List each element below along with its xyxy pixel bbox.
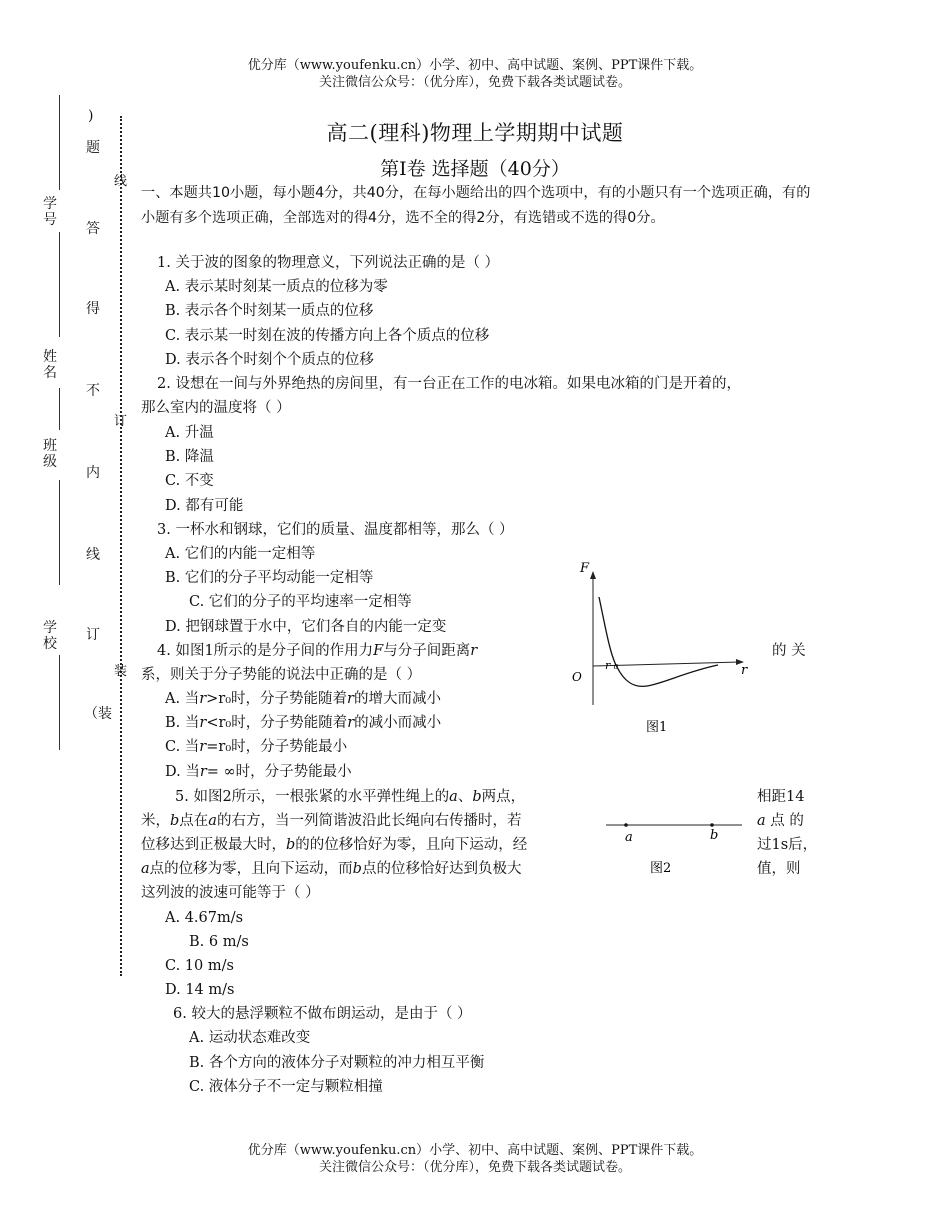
binding-char: 答 [86,221,100,237]
binding-char: （装 [84,706,112,722]
section-title: 第Ⅰ卷 选择题（40分） [380,158,570,180]
label-school: 学校 [43,620,57,652]
binding-line [59,388,60,430]
binding-line [59,232,60,337]
q4-stem-line-2: 系，则关于分子势能的说法中正确的是（ ） [141,667,422,683]
rope-diagram [600,808,750,880]
q5-line-3: 位移达到正极最大时，b的的位移恰好为零，且向下运动，经 [141,837,528,853]
q3-stem: 3. 一杯水和钢球，它们的质量、温度都相等，那么（ ） [157,522,514,538]
q3-option-b: B. 它们的分子平均动能一定相等 [165,570,374,586]
q5-line-2-right: a 点 的 [757,813,804,829]
binding-char: 得 [86,301,100,317]
footer-line-2: 关注微信公众号：（优分库），免费下载各类试题试卷。 [318,1160,631,1175]
binding-char: ) [88,108,94,124]
q5-line-5: 这列波的波速可能等于（ ） [141,885,320,901]
q2-option-c: C. 不变 [165,473,214,489]
point-a [624,823,628,827]
q3-option-d: D. 把钢球置于水中，它们各自的内能一定变 [165,619,447,635]
q1-option-b: B. 表示各个时刻某一质点的位移 [165,303,374,319]
binding-line [59,655,60,750]
header-line-2: 关注微信公众号：（优分库），免费下载各类试题试卷。 [318,75,631,90]
q2-option-a: A. 升温 [165,425,214,441]
label-name: 姓名 [43,349,57,381]
label-class: 班级 [43,438,57,470]
page-footer [0,1142,950,1176]
label-F: F [580,561,590,576]
label-r0: r ₀ [605,659,619,672]
q1-option-c: C. 表示某一时刻在波的传播方向上各个质点的位移 [165,328,490,344]
force-distance-graph [560,555,760,740]
q3-option-c: C. 它们的分子的平均速率一定相等 [189,594,412,610]
binding-char: 内 [86,465,100,481]
header-line-1: 优分库（www.youfenku.cn）小学、初中、高中试题、案例、PPT课件下载。 [247,58,703,73]
q4-option-d: D. 当r= ∞时，分子势能最小 [165,764,352,780]
q6-option-a: A. 运动状态难改变 [189,1030,311,1046]
label-r: r [741,663,748,678]
q5-line-2: 米，b点在a的右方，当一列简谐波沿此长绳向右传播时，若 [141,813,522,829]
q4-option-a: A. 当r>r₀时，分子势能随着r的增大而减小 [165,691,441,707]
force-curve [599,597,718,686]
binding-line [59,480,60,585]
instructions: 一、本题共10小题，每小题4分，共40分，在每小题给出的四个选项中，有的小题只有一个选项正确，有的小题有多个选项正确，全部选对的得4分，选不全的得2分，有选错或不选的得0分。 [141,185,811,226]
q2-option-b: B. 降温 [165,449,214,465]
q5-line-4: a点的位移为零，且向下运动，而b点的位移恰好达到负极大 [141,861,522,877]
q5-option-a: A. 4.67m/s [165,910,244,926]
q6-stem: 6. 较大的悬浮颗粒不做布朗运动，是由于（ ） [173,1006,472,1022]
q5-option-d: D. 14 m/s [165,982,235,998]
figure-1 [560,555,760,740]
label-student-id: 学号 [43,196,57,228]
binding-char: 题 [86,140,100,156]
y-axis-arrow [590,571,596,579]
q1-option-d: D. 表示各个时刻个个质点的位移 [165,352,374,368]
q5-line-1-right: 相距14 [757,789,805,805]
q4-option-b: B. 当r<r₀时，分子势能随着r的减小而减小 [165,715,442,731]
label-a: a [625,830,633,845]
q6-option-c: C. 液体分子不一定与颗粒相撞 [189,1079,383,1095]
figure-1-caption: 图1 [646,720,668,735]
figure-2 [600,808,750,880]
page-title: 高二(理科)物理上学期期中试题 [326,121,624,145]
binding-line-char: 订 [114,414,128,429]
q5-line-4-right: 值，则 [757,861,801,877]
q5-option-b: B. 6 m/s [189,934,249,950]
binding-char: 不 [86,383,100,399]
point-b [710,823,714,827]
q5-line-1: 5. 如图2所示，一根张紧的水平弹性绳上的a、b两点， [175,789,526,805]
binding-char: 订 [86,627,100,643]
q4-option-c: C. 当r=r₀时，分子势能最小 [165,739,348,755]
q4-stem-line-1: 4. 如图1所示的是分子间的作用力F与分子间距离r [157,643,478,659]
q5-line-3-right: 过1s后， [757,837,818,853]
q3-option-a: A. 它们的内能一定相等 [165,546,316,562]
footer-line-1: 优分库（www.youfenku.cn）小学、初中、高中试题、案例、PPT课件下载。 [247,1143,703,1158]
label-b: b [710,828,719,843]
binding-dotted-line [120,116,122,976]
figure-2-caption: 图2 [650,861,672,876]
page-header [0,57,950,91]
q2-stem-line-2: 那么室内的温度将（ ） [141,400,291,416]
label-origin: O [572,670,582,684]
q4-stem-line-1-end: 的 关 [772,643,806,659]
q2-option-d: D. 都有可能 [165,498,244,514]
binding-line-char: 装 [114,664,128,679]
binding-line-char: 线 [114,174,128,189]
q5-option-c: C. 10 m/s [165,958,234,974]
binding-char: 线 [86,547,100,563]
q2-stem-line-1: 2. 设想在一间与外界绝热的房间里，有一台正在工作的电冰箱。如果电冰箱的门是开着的， [157,376,741,392]
q6-option-b: B. 各个方向的液体分子对颗粒的冲力相互平衡 [189,1055,485,1071]
q1-option-a: A. 表示某时刻某一质点的位移为零 [165,279,388,295]
q1-stem: 1. 关于波的图象的物理意义，下列说法正确的是（ ） [157,255,500,271]
